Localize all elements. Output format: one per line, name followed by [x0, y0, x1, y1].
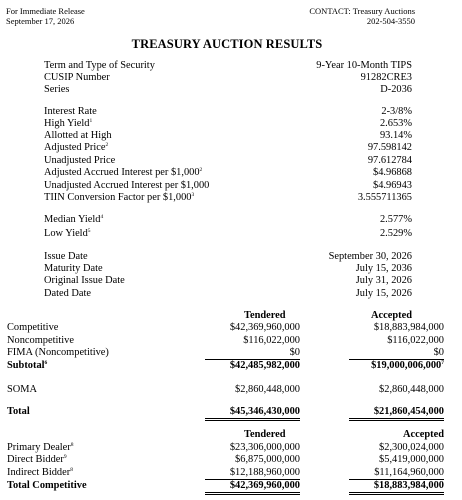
row-label-text: Original Issue Date	[44, 275, 125, 286]
detail-label	[44, 288, 91, 300]
detail-label	[44, 118, 92, 130]
detail-label	[44, 106, 97, 118]
footnote-marker: 8	[70, 442, 74, 448]
detail-label	[44, 180, 209, 192]
column-header-tendered: Tendered	[244, 429, 286, 440]
footnote-marker: 4	[100, 214, 104, 220]
footnote-marker: 2	[105, 142, 109, 148]
accepted-value-text: $19,000,006,000	[371, 360, 442, 371]
row-label-text: Interest Rate	[44, 106, 97, 117]
tendered-value: $42,485,982,000	[229, 360, 300, 371]
detail-value: 2.577%	[379, 214, 412, 225]
footnote-marker: 6	[44, 360, 48, 366]
row-label-text: Series	[44, 84, 70, 95]
footnote-marker: 2	[199, 167, 203, 173]
detail-label	[44, 214, 103, 226]
table-row-label	[7, 335, 74, 347]
detail-label	[44, 142, 108, 154]
accepted-value-text: $2,860,448,000	[379, 384, 444, 395]
column-header-accepted: Accepted	[371, 310, 412, 321]
accepted-value-text: $116,022,000	[387, 335, 444, 346]
row-label-text: SOMA	[7, 384, 38, 395]
detail-value: $4.96868	[373, 167, 412, 178]
accepted-value	[349, 360, 444, 372]
footnote-marker: 3	[191, 192, 195, 198]
detail-value: 97.598142	[367, 142, 412, 153]
row-label-text: Primary Dealer	[7, 442, 71, 453]
detail-value: July 31, 2026	[355, 275, 412, 286]
row-label-text: FIMA (Noncompetitive)	[7, 347, 109, 358]
accepted-value: $11,164,960,000	[349, 467, 444, 480]
table-row-label	[7, 360, 47, 372]
accepted-value-text: $18,883,984,000	[373, 322, 444, 333]
tendered-value: $42,369,960,000	[229, 322, 300, 333]
row-label-text: Unadjusted Price	[44, 155, 116, 166]
row-label-text: Indirect Bidder	[7, 467, 71, 478]
table-row-label	[7, 406, 30, 418]
detail-label	[44, 60, 155, 72]
row-label-text: TIIN Conversion Factor per $1,000	[44, 192, 192, 203]
row-label-text: Subtotal	[7, 360, 45, 371]
table-row-label	[7, 322, 58, 334]
row-label-text: Noncompetitive	[7, 335, 74, 346]
row-label-text: Adjusted Accrued Interest per $1,000	[44, 167, 200, 178]
accepted-value-text: $0	[433, 347, 444, 358]
accepted-value: $18,883,984,000	[349, 480, 444, 495]
accepted-value	[349, 347, 444, 360]
tendered-value: $6,875,000,000	[235, 454, 300, 465]
row-label-text: High Yield	[44, 118, 90, 129]
row-label-text: Maturity Date	[44, 263, 103, 274]
table-row-label	[7, 454, 67, 466]
contact-phone: 202-504-3550	[366, 16, 415, 26]
detail-value: 2.529%	[379, 228, 412, 239]
row-label-text: Total Competitive	[7, 480, 87, 491]
column-header-accepted: Accepted	[403, 429, 444, 440]
detail-value: September 30, 2026	[328, 251, 412, 262]
table-row-label	[7, 384, 37, 396]
release-label: For Immediate Release	[6, 6, 85, 16]
accepted-value	[349, 335, 444, 347]
detail-value: 3.555711365	[357, 192, 412, 203]
tendered-value: $116,022,000	[243, 335, 300, 346]
row-label-text: Allotted at High	[44, 130, 112, 141]
detail-value: 97.612784	[367, 155, 412, 166]
tendered-value: $12,188,960,000	[205, 467, 300, 480]
table-row-label	[7, 347, 109, 359]
detail-value: $4.96943	[373, 180, 412, 191]
table-row-label	[7, 467, 73, 479]
detail-value: 9-Year 10-Month TIPS	[316, 60, 412, 71]
table-row-label	[7, 480, 87, 492]
detail-label	[44, 275, 125, 287]
detail-value: 2-3/8%	[381, 106, 412, 117]
row-label-text: CUSIP Number	[44, 72, 110, 83]
row-label-text: Unadjusted Accrued Interest per $1,000	[44, 180, 210, 191]
row-label-text: Total	[7, 406, 30, 417]
footnote-marker: 5	[87, 228, 91, 234]
detail-value: 91282CRE3	[360, 72, 412, 83]
tendered-value: $0	[205, 347, 300, 360]
page-title: TREASURY AUCTION RESULTS	[131, 37, 323, 51]
row-label-text: Dated Date	[44, 288, 92, 299]
tendered-value: $45,346,430,000	[205, 406, 300, 421]
row-label-text: Adjusted Price	[44, 142, 106, 153]
detail-value: July 15, 2036	[355, 263, 412, 274]
detail-value: 93.14%	[379, 130, 412, 141]
tendered-value: $23,306,000,000	[229, 442, 300, 453]
detail-label	[44, 167, 202, 179]
accepted-value	[349, 322, 444, 334]
detail-label	[44, 72, 110, 84]
accepted-value	[349, 384, 444, 396]
detail-value: 2.653%	[379, 118, 412, 129]
detail-label	[44, 192, 194, 204]
footnote-marker: 8	[70, 467, 73, 473]
row-label-text: Term and Type of Security	[44, 60, 155, 71]
contact-info	[309, 6, 415, 26]
row-label-text: Direct Bidder	[7, 454, 64, 465]
row-label-text: Median Yield	[44, 214, 101, 225]
footnote-marker: 1	[89, 118, 93, 124]
accepted-value-text: $21,860,454,000	[373, 406, 444, 417]
accepted-value: $5,419,000,000	[379, 454, 444, 465]
accepted-value	[349, 406, 444, 421]
row-label-text: Low Yield	[44, 228, 88, 239]
tendered-value: $42,369,960,000	[205, 480, 300, 495]
detail-label	[44, 263, 103, 275]
row-label-text: Issue Date	[44, 251, 88, 262]
detail-label	[44, 84, 69, 96]
row-label-text: Competitive	[7, 322, 59, 333]
footnote-marker: 9	[63, 454, 67, 460]
detail-label	[44, 155, 115, 167]
release-date: September 17, 2026	[6, 16, 75, 26]
detail-label	[44, 228, 91, 240]
detail-label	[44, 251, 88, 263]
footnote-marker: 7	[441, 360, 444, 366]
release-notice	[6, 6, 85, 26]
tendered-value: $2,860,448,000	[235, 384, 300, 395]
contact-label: CONTACT: Treasury Auctions	[309, 6, 415, 16]
table-row-label	[7, 442, 74, 454]
detail-value: July 15, 2026	[355, 288, 412, 299]
detail-value: D-2036	[380, 84, 412, 95]
column-header-tendered: Tendered	[244, 310, 286, 321]
detail-label	[44, 130, 112, 142]
accepted-value: $2,300,024,000	[379, 442, 444, 453]
